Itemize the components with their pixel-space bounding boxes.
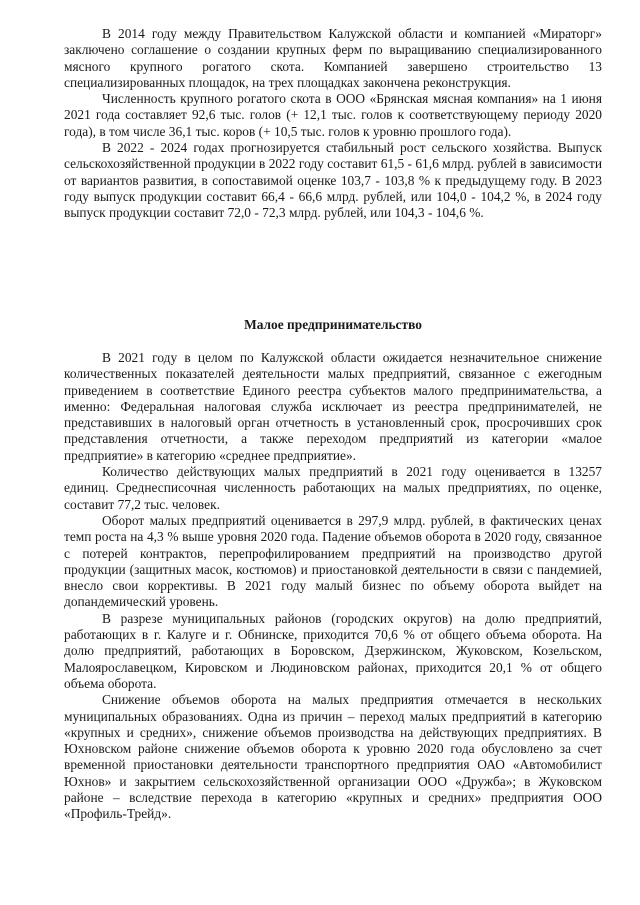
agriculture-section (64, 26, 602, 222)
section-heading-wrap (64, 317, 602, 333)
paragraph-turnover-decline: Снижение объемов оборота на малых предприятия отмечается в нескольких муниципальных образованиях. Одна из причин – переход малых предприятий в категорию «крупных и средних», снижение объемов производства на действующих предприятиях. В Юхновском районе снижение объемов оборота к уровню 2020 года обусловлено за счет временной приостановки деятельности транспортного предприятия ОАО «Автомобилист Юхнов» и закрытием сельскохозяйственной организации ООО «Дружба»; в Жуковском районе – вследствие перехода в категорию «крупных и средних» предприятия ООО «Профиль-Трейд». (64, 692, 602, 822)
paragraph-enterprise-count: Количество действующих малых предприятий в 2021 году оценивается в 13257 единиц. Среднесписочная численность работающих на малых предприятиях, по оценке, составит 77,2 тыс. человек. (64, 464, 602, 512)
paragraph-cattle-count: Численность крупного рогатого скота в ООО «Брянская мясная компания» на 1 июня 2021 года составляет 92,6 тыс. голов (+ 12,1 тыс. голов к соответствующему периоду 2020 года), в том числе 36,1 тыс. коров (+ 10,5 тыс. голов к уровню прошлого года). (64, 91, 602, 139)
paragraph-municipal-share: В разрезе муниципальных районов (городских округов) на долю предприятий, работающих в г. Калуге и г. Обнинске, приходится 70,6 % от общего объема оборота. На долю предприятий, работающих в Боровском, Дзержинском, Жуковском, Козельском, Малоярославецком, Кировском и Людиновском районах, приходится 20,1 % от общего объема оборота. (64, 610, 602, 691)
paragraph-registry-decline: В 2021 году в целом по Калужской области ожидается незначительное снижение количественных показателей деятельности малых предприятий, связанное с ежегодным приведением в соответствие Единого реестра субъектов малого предпринимательства, а именно: Федеральная налоговая служба исключает из реестра предпринимателей, не представивших в налоговый орган отчетность в установленный срок, просрочивших срок представления отчетности, а также переходом предприятий из категории «малое предприятие» в категорию «среднее предприятие». (64, 350, 602, 463)
section-heading: Малое предпринимательство (244, 317, 422, 332)
paragraph-turnover: Оборот малых предприятий оценивается в 297,9 млрд. рублей, в фактических ценах темп роста на 4,3 % выше уровня 2020 года. Падение объемов оборота в 2020 году, связанное с потерей контрактов, перепрофилированием предприятий на производство другой продукции (защитных масок, костюмов) и приостановкой деятельности в связи с пандемией, внесло свои коррективы. В 2021 году малый бизнес по объему оборота выйдет на допандемический уровень. (64, 512, 602, 610)
paragraph-miratorg-agreement: В 2014 году между Правительством Калужской области и компанией «Мираторг» заключено соглашение о создании крупных ферм по выращиванию специализированного мясного крупного рогатого скота. Компанией завершено строительство 13 специализированных площадок, на трех площадках закончена реконструкция. (64, 26, 602, 90)
paragraph-agriculture-forecast: В 2022 - 2024 годах прогнозируется стабильный рост сельского хозяйства. Выпуск сельскохозяйственной продукции в 2022 году составит 61,5 - 61,6 млрд. рублей в зависимости от вариантов развития, в сопоставимой оценке 103,7 - 103,8 % к предыдущему году. В 2023 году выпуск продукции составит 66,4 - 66,6 млрд. рублей, или 104,0 - 104,2 %, в 2024 году выпуск продукции составит 72,0 - 72,3 млрд. рублей, или 104,3 - 104,6 %. (64, 140, 602, 221)
small-business-section (64, 350, 602, 823)
